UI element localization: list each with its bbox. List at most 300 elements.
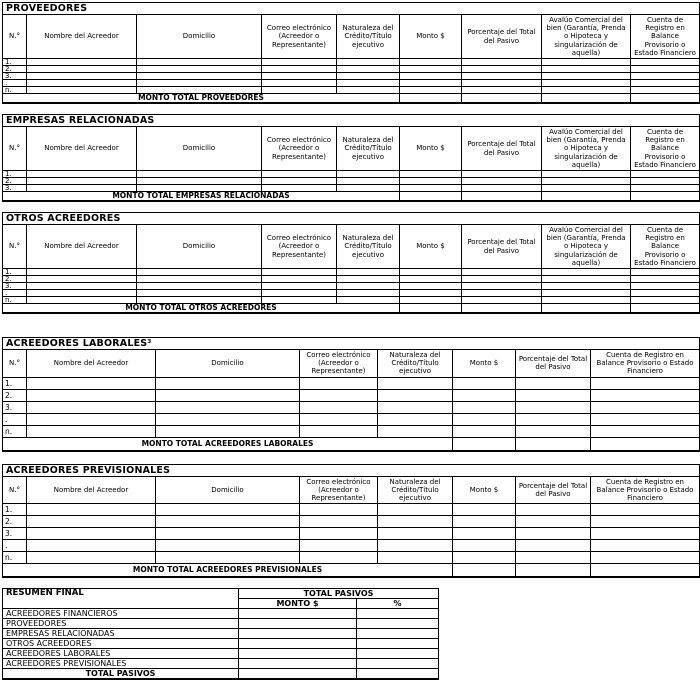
- column-header: Nombre del Acreedor: [27, 15, 137, 59]
- data-cell: [400, 178, 462, 185]
- total-label: MONTO TOTAL PROVEEDORES: [3, 94, 400, 104]
- summary-total-monto-cell: [239, 669, 357, 680]
- summary-percent-cell: [357, 609, 439, 619]
- row-number-cell: 3.: [3, 73, 27, 80]
- data-cell: [27, 73, 137, 80]
- column-header-row: [3, 127, 700, 171]
- row-number-cell: n.: [3, 87, 27, 94]
- section-title-row: [3, 338, 700, 350]
- data-cell: [453, 516, 516, 528]
- data-cell: [300, 552, 378, 564]
- data-cell: [337, 171, 400, 178]
- data-cell: [27, 413, 156, 425]
- data-cell: [137, 178, 262, 185]
- data-cell: [337, 276, 400, 283]
- data-cell: [453, 552, 516, 564]
- data-cell: [300, 401, 378, 413]
- summary-row-label: PROVEEDORES: [3, 619, 239, 629]
- data-cell: [542, 171, 631, 178]
- row-number-cell: 3.: [3, 401, 27, 413]
- data-cell: [337, 185, 400, 192]
- summary-group-header: TOTAL PASIVOS: [239, 589, 439, 599]
- data-cell: [300, 389, 378, 401]
- resumen-final-table: [2, 588, 439, 680]
- column-header: Porcentaje del Total del Pasivo: [516, 476, 591, 504]
- total-row: [3, 437, 700, 451]
- data-cell: [542, 283, 631, 290]
- column-header: N.°: [3, 350, 27, 378]
- summary-total-row: [3, 669, 439, 680]
- total-row: [3, 564, 700, 578]
- data-cell: [337, 87, 400, 94]
- summary-row-label: OTROS ACREEDORES: [3, 639, 239, 649]
- column-header: Domicilio: [137, 127, 262, 171]
- data-cell: [542, 73, 631, 80]
- row-number-cell: 2.: [3, 66, 27, 73]
- table-row: [3, 87, 700, 94]
- column-header: Nombre del Acreedor: [27, 476, 156, 504]
- data-cell: [378, 552, 453, 564]
- data-cell: [156, 516, 300, 528]
- data-cell: [631, 73, 700, 80]
- table-row: [3, 540, 700, 552]
- section-title: OTROS ACREEDORES: [3, 213, 700, 225]
- summary-percent-cell: [357, 639, 439, 649]
- summary-row-label: EMPRESAS RELACIONADAS: [3, 629, 239, 639]
- data-cell: [591, 528, 700, 540]
- data-cell: [400, 73, 462, 80]
- column-header: Avalúo Comercial del bien (Garantía, Prenda o Hipoteca y singularización de aquella): [542, 15, 631, 59]
- summary-monto-cell: [239, 659, 357, 669]
- data-cell: [27, 290, 137, 297]
- row-number-cell: 1.: [3, 377, 27, 389]
- column-header: N.°: [3, 127, 27, 171]
- column-header: Correo electrónico (Acreedor o Representante): [300, 476, 378, 504]
- table-row: [3, 171, 700, 178]
- total-label: MONTO TOTAL ACREEDORES PREVISIONALES: [3, 564, 453, 578]
- total-value-cell: [542, 304, 631, 314]
- data-cell: [156, 425, 300, 437]
- data-cell: [400, 171, 462, 178]
- data-cell: [137, 59, 262, 66]
- column-header: Cuenta de Registro en Balance Provisorio o Estado Financiero: [631, 15, 700, 59]
- data-cell: [27, 276, 137, 283]
- column-header: N.°: [3, 476, 27, 504]
- summary-percent-cell: [357, 649, 439, 659]
- column-header: Cuenta de Registro en Balance Provisorio o Estado Financiero: [591, 476, 700, 504]
- column-header: Avalúo Comercial del bien (Garantía, Prenda o Hipoteca y singularización de aquella): [542, 225, 631, 269]
- table-row: [3, 528, 700, 540]
- data-cell: [400, 283, 462, 290]
- column-header: Avalúo Comercial del bien (Garantía, Prenda o Hipoteca y singularización de aquella): [542, 127, 631, 171]
- summary-monto-cell: [239, 649, 357, 659]
- data-cell: [137, 283, 262, 290]
- column-header: Nombre del Acreedor: [27, 127, 137, 171]
- table-row: [3, 377, 700, 389]
- data-cell: [300, 516, 378, 528]
- data-cell: [337, 290, 400, 297]
- column-header: Naturaleza del Crédito/Título ejecutivo: [378, 476, 453, 504]
- column-header: Porcentaje del Total del Pasivo: [462, 225, 542, 269]
- data-cell: [27, 66, 137, 73]
- data-cell: [156, 377, 300, 389]
- column-header: Naturaleza del Crédito/Título ejecutivo: [378, 350, 453, 378]
- column-header: Naturaleza del Crédito/Título ejecutivo: [337, 15, 400, 59]
- data-cell: [27, 269, 137, 276]
- column-header: Cuenta de Registro en Balance Provisorio o Estado Financiero: [631, 225, 700, 269]
- summary-percent-cell: [357, 659, 439, 669]
- column-header: Correo electrónico (Acreedor o Representante): [262, 15, 337, 59]
- summary-row: [3, 639, 439, 649]
- data-cell: [378, 413, 453, 425]
- data-cell: [300, 504, 378, 516]
- total-value-cell: [516, 437, 591, 451]
- data-cell: [462, 66, 542, 73]
- data-cell: [400, 297, 462, 304]
- total-value-cell: [591, 437, 700, 451]
- column-header: Monto $: [400, 225, 462, 269]
- row-number-cell: 3.: [3, 283, 27, 290]
- data-cell: [631, 290, 700, 297]
- data-cell: [156, 401, 300, 413]
- data-cell: [262, 80, 337, 87]
- data-cell: [378, 528, 453, 540]
- column-header: Correo electrónico (Acreedor o Representante): [262, 127, 337, 171]
- data-cell: [400, 80, 462, 87]
- table-row: [3, 389, 700, 401]
- row-number-cell: n.: [3, 297, 27, 304]
- proveedores-table: [2, 2, 700, 104]
- data-cell: [453, 401, 516, 413]
- data-cell: [137, 290, 262, 297]
- row-number-cell: .: [3, 80, 27, 87]
- row-number-cell: n.: [3, 552, 27, 564]
- data-cell: [591, 504, 700, 516]
- total-label: MONTO TOTAL ACREEDORES LABORALES: [3, 437, 453, 451]
- data-cell: [337, 178, 400, 185]
- data-cell: [462, 87, 542, 94]
- column-header: N.°: [3, 15, 27, 59]
- data-cell: [591, 377, 700, 389]
- summary-percent-cell: [357, 629, 439, 639]
- column-header: Domicilio: [137, 225, 262, 269]
- data-cell: [300, 413, 378, 425]
- column-header: Cuenta de Registro en Balance Provisorio o Estado Financiero: [591, 350, 700, 378]
- summary-monto-cell: [239, 639, 357, 649]
- row-number-cell: 1.: [3, 504, 27, 516]
- data-cell: [516, 401, 591, 413]
- data-cell: [378, 516, 453, 528]
- data-cell: [137, 80, 262, 87]
- data-cell: [378, 425, 453, 437]
- total-value-cell: [453, 437, 516, 451]
- column-header: Nombre del Acreedor: [27, 225, 137, 269]
- data-cell: [631, 276, 700, 283]
- data-cell: [378, 540, 453, 552]
- otros-acreedores-table: [2, 212, 700, 314]
- column-header: Domicilio: [156, 350, 300, 378]
- data-cell: [156, 552, 300, 564]
- summary-row-label: ACREEDORES FINANCIEROS: [3, 609, 239, 619]
- data-cell: [462, 297, 542, 304]
- data-cell: [462, 185, 542, 192]
- row-number-cell: .: [3, 413, 27, 425]
- data-cell: [137, 276, 262, 283]
- total-value-cell: [631, 192, 700, 202]
- total-value-cell: [542, 192, 631, 202]
- column-header: Nombre del Acreedor: [27, 350, 156, 378]
- data-cell: [27, 297, 137, 304]
- column-header: Domicilio: [137, 15, 262, 59]
- data-cell: [591, 389, 700, 401]
- total-value-cell: [516, 564, 591, 578]
- data-cell: [631, 178, 700, 185]
- column-header-row: [3, 350, 700, 378]
- table-row: [3, 552, 700, 564]
- data-cell: [462, 80, 542, 87]
- data-cell: [262, 178, 337, 185]
- total-value-cell: [453, 564, 516, 578]
- total-value-cell: [631, 304, 700, 314]
- data-cell: [27, 87, 137, 94]
- data-cell: [337, 283, 400, 290]
- data-cell: [631, 297, 700, 304]
- table-row: [3, 73, 700, 80]
- row-number-cell: 1.: [3, 269, 27, 276]
- column-header: Monto $: [453, 350, 516, 378]
- summary-row: [3, 629, 439, 639]
- data-cell: [591, 516, 700, 528]
- row-number-cell: .: [3, 290, 27, 297]
- column-header: Naturaleza del Crédito/Título ejecutivo: [337, 225, 400, 269]
- summary-column-header: %: [357, 599, 439, 609]
- total-value-cell: [462, 304, 542, 314]
- data-cell: [516, 528, 591, 540]
- section-title-row: [3, 115, 700, 127]
- data-cell: [27, 178, 137, 185]
- summary-row: [3, 609, 439, 619]
- data-cell: [27, 425, 156, 437]
- table-row: [3, 297, 700, 304]
- data-cell: [337, 297, 400, 304]
- table-row: [3, 504, 700, 516]
- summary-row-label: ACREEDORES PREVISIONALES: [3, 659, 239, 669]
- column-header: Domicilio: [156, 476, 300, 504]
- table-row: [3, 80, 700, 87]
- data-cell: [516, 540, 591, 552]
- row-number-cell: 2.: [3, 178, 27, 185]
- total-value-cell: [462, 192, 542, 202]
- column-header: Porcentaje del Total del Pasivo: [516, 350, 591, 378]
- creditor-tables-container: [2, 2, 699, 578]
- column-header: Monto $: [453, 476, 516, 504]
- data-cell: [591, 413, 700, 425]
- data-cell: [631, 80, 700, 87]
- column-header: N.°: [3, 225, 27, 269]
- table-row: [3, 276, 700, 283]
- summary-column-header: MONTO $: [239, 599, 357, 609]
- total-label: MONTO TOTAL EMPRESAS RELACIONADAS: [3, 192, 400, 202]
- table-row: [3, 290, 700, 297]
- data-cell: [462, 59, 542, 66]
- data-cell: [453, 425, 516, 437]
- data-cell: [27, 528, 156, 540]
- section-title: EMPRESAS RELACIONADAS: [3, 115, 700, 127]
- section-title-row: [3, 3, 700, 15]
- summary-monto-cell: [239, 609, 357, 619]
- data-cell: [542, 297, 631, 304]
- data-cell: [542, 276, 631, 283]
- data-cell: [262, 73, 337, 80]
- data-cell: [542, 80, 631, 87]
- data-cell: [631, 66, 700, 73]
- data-cell: [542, 59, 631, 66]
- column-header: Porcentaje del Total del Pasivo: [462, 127, 542, 171]
- data-cell: [378, 504, 453, 516]
- data-cell: [462, 283, 542, 290]
- data-cell: [262, 276, 337, 283]
- row-number-cell: 2.: [3, 389, 27, 401]
- data-cell: [591, 425, 700, 437]
- data-cell: [516, 389, 591, 401]
- data-cell: [300, 528, 378, 540]
- data-cell: [262, 171, 337, 178]
- column-header: Monto $: [400, 127, 462, 171]
- summary-container: [2, 588, 699, 680]
- data-cell: [516, 377, 591, 389]
- row-number-cell: 1.: [3, 59, 27, 66]
- column-header: Correo electrónico (Acreedor o Representante): [262, 225, 337, 269]
- row-number-cell: 2.: [3, 276, 27, 283]
- data-cell: [400, 269, 462, 276]
- summary-row: [3, 659, 439, 669]
- data-cell: [516, 552, 591, 564]
- summary-header-row: [3, 589, 439, 599]
- data-cell: [542, 269, 631, 276]
- data-cell: [591, 552, 700, 564]
- table-row: [3, 185, 700, 192]
- column-header: Cuenta de Registro en Balance Provisorio o Estado Financiero: [631, 127, 700, 171]
- data-cell: [27, 504, 156, 516]
- data-cell: [453, 540, 516, 552]
- data-cell: [27, 401, 156, 413]
- summary-total-percent-cell: [357, 669, 439, 680]
- data-cell: [516, 425, 591, 437]
- data-cell: [300, 540, 378, 552]
- row-number-cell: 1.: [3, 171, 27, 178]
- data-cell: [137, 269, 262, 276]
- total-value-cell: [400, 94, 462, 104]
- data-cell: [27, 59, 137, 66]
- data-cell: [137, 73, 262, 80]
- column-header-row: [3, 225, 700, 269]
- data-cell: [462, 276, 542, 283]
- data-cell: [156, 540, 300, 552]
- data-cell: [337, 80, 400, 87]
- row-number-cell: n.: [3, 425, 27, 437]
- total-value-cell: [462, 94, 542, 104]
- data-cell: [591, 401, 700, 413]
- data-cell: [337, 269, 400, 276]
- data-cell: [516, 504, 591, 516]
- data-cell: [631, 59, 700, 66]
- data-cell: [631, 87, 700, 94]
- data-cell: [462, 269, 542, 276]
- row-number-cell: 3.: [3, 185, 27, 192]
- total-value-cell: [631, 94, 700, 104]
- data-cell: [631, 171, 700, 178]
- row-number-cell: .: [3, 540, 27, 552]
- column-header: Naturaleza del Crédito/Título ejecutivo: [337, 127, 400, 171]
- data-cell: [453, 377, 516, 389]
- data-cell: [27, 552, 156, 564]
- summary-monto-cell: [239, 629, 357, 639]
- summary-row-label: ACREEDORES LABORALES: [3, 649, 239, 659]
- table-row: [3, 425, 700, 437]
- data-cell: [400, 290, 462, 297]
- data-cell: [262, 59, 337, 66]
- data-cell: [262, 66, 337, 73]
- data-cell: [516, 413, 591, 425]
- summary-row: [3, 649, 439, 659]
- column-header-row: [3, 476, 700, 504]
- data-cell: [262, 283, 337, 290]
- section-title-row: [3, 213, 700, 225]
- data-cell: [631, 283, 700, 290]
- data-cell: [542, 178, 631, 185]
- data-cell: [516, 516, 591, 528]
- data-cell: [27, 377, 156, 389]
- data-cell: [137, 171, 262, 178]
- acreedores-previsionales-table: [2, 464, 700, 579]
- total-label: MONTO TOTAL OTROS ACREEDORES: [3, 304, 400, 314]
- column-header: Correo electrónico (Acreedor o Representante): [300, 350, 378, 378]
- empresas-relacionadas-table: [2, 114, 700, 202]
- table-row: [3, 66, 700, 73]
- data-cell: [400, 66, 462, 73]
- section-title: ACREEDORES LABORALES³: [3, 338, 700, 350]
- table-row: [3, 516, 700, 528]
- row-number-cell: 3.: [3, 528, 27, 540]
- data-cell: [542, 66, 631, 73]
- data-cell: [337, 66, 400, 73]
- data-cell: [156, 504, 300, 516]
- data-cell: [453, 389, 516, 401]
- data-cell: [300, 425, 378, 437]
- data-cell: [378, 401, 453, 413]
- section-title: ACREEDORES PREVISIONALES: [3, 464, 700, 476]
- data-cell: [400, 87, 462, 94]
- total-value-cell: [591, 564, 700, 578]
- data-cell: [27, 283, 137, 290]
- data-cell: [462, 290, 542, 297]
- total-row: [3, 94, 700, 104]
- data-cell: [300, 377, 378, 389]
- total-value-cell: [400, 304, 462, 314]
- column-header-row: [3, 15, 700, 59]
- section-title: PROVEEDORES: [3, 3, 700, 15]
- summary-percent-cell: [357, 619, 439, 629]
- column-header: Monto $: [400, 15, 462, 59]
- data-cell: [378, 377, 453, 389]
- data-cell: [27, 389, 156, 401]
- summary-row: [3, 619, 439, 629]
- total-row: [3, 304, 700, 314]
- summary-title: RESUMEN FINAL: [3, 589, 239, 609]
- data-cell: [27, 540, 156, 552]
- row-number-cell: 2.: [3, 516, 27, 528]
- data-cell: [337, 73, 400, 80]
